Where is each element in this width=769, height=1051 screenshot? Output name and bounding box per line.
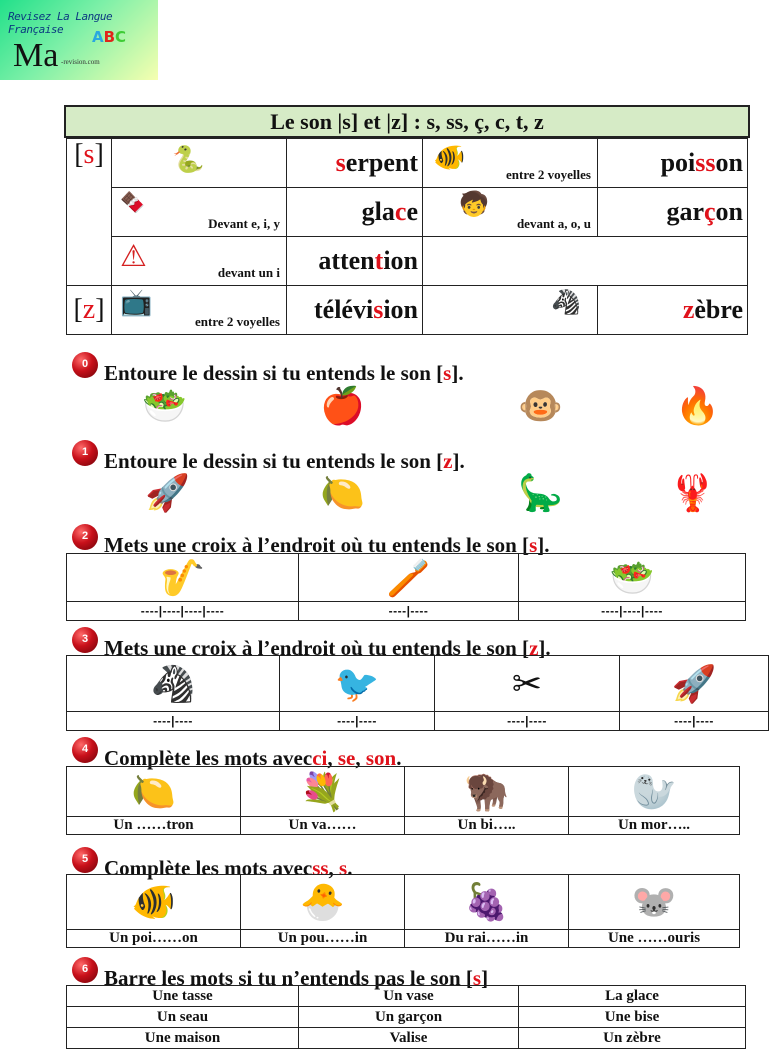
logo-tagline: Revisez La Langue Française — [8, 10, 113, 36]
scissors-picture: ✂ — [435, 656, 620, 712]
number-badge: 5 — [72, 847, 98, 873]
site-logo — [0, 0, 158, 80]
exercise-2-heading: 2 Mets une croix à l’endroit où tu entends le son [ s ]. — [72, 524, 550, 558]
fire-picture[interactable]: 🔥 — [675, 386, 720, 426]
fill-word[interactable]: Un pou……in — [241, 930, 405, 948]
number-badge: 3 — [72, 627, 98, 653]
lemon-picture: 🍋 — [67, 767, 241, 817]
example-cell: 🧒 devant a, o, u — [423, 188, 598, 237]
syllable-boxes[interactable]: ----|---- — [67, 712, 280, 731]
number-badge: 4 — [72, 737, 98, 763]
rule-row — [67, 286, 748, 335]
example-word: attention — [287, 237, 423, 286]
number-badge: 1 — [72, 440, 98, 466]
phoneme-s: [s] — [67, 139, 112, 286]
chick-picture: 🐣 — [241, 875, 405, 930]
fill-word[interactable]: Une ……ouris — [569, 930, 740, 948]
word-cell[interactable]: Un garçon — [299, 1007, 519, 1028]
fish-picture: 🐠 — [67, 875, 241, 930]
warning-icon: ⚠ — [120, 240, 147, 273]
example-cell: 🍫 Devant e, i, y — [112, 188, 287, 237]
salad-bowl-picture[interactable]: 🥗 — [142, 386, 187, 426]
exercise-1-pictures — [100, 472, 750, 517]
fill-word[interactable]: Un bi….. — [405, 817, 569, 835]
word-cell[interactable]: La glace — [519, 986, 746, 1007]
example-word: glace — [287, 188, 423, 237]
exercise-4-table — [66, 766, 740, 835]
tv-icon: 📺 — [120, 288, 153, 317]
boy-icon: 🧒 — [459, 192, 489, 218]
exercise-5-table — [66, 874, 740, 948]
monkey-picture[interactable]: 🐵 — [518, 386, 563, 426]
salad-bowl-picture: 🥗 — [519, 554, 746, 602]
word-cell[interactable]: Un zèbre — [519, 1028, 746, 1049]
rocket-picture[interactable]: 🚀 — [145, 473, 190, 513]
syllable-boxes[interactable]: ----|---- — [280, 712, 435, 731]
fill-word[interactable]: Un mor….. — [569, 817, 740, 835]
word-cell[interactable]: Une tasse — [67, 986, 299, 1007]
grapes-picture: 🍇 — [405, 875, 569, 930]
syllable-boxes[interactable]: ----|---- — [620, 712, 769, 731]
exercise-5-heading: 5 Complète les mots avec ss , s . — [72, 847, 352, 881]
logo-domain: -revision.com — [61, 58, 100, 66]
vase-picture: 💐 — [241, 767, 405, 817]
empty-cell — [423, 237, 748, 286]
ice-cream-icon: 🍫 — [120, 192, 145, 214]
example-word: serpent — [287, 139, 423, 188]
exercise-2-table — [66, 553, 746, 621]
fill-word[interactable]: Du rai……in — [405, 930, 569, 948]
syllable-boxes[interactable]: ----|---- — [435, 712, 620, 731]
exercise-1-heading: 1 Entoure le dessin si tu entends le son [ z ]. — [72, 440, 465, 474]
example-cell: 📺 entre 2 voyelles — [112, 286, 287, 335]
example-cell — [423, 286, 598, 335]
exercise-6-table — [66, 985, 746, 1049]
logo-letters: Ma — [13, 37, 59, 74]
apple-picture[interactable]: 🍎 — [320, 386, 365, 426]
exercise-0-pictures — [100, 385, 750, 430]
bison-picture: 🦬 — [405, 767, 569, 817]
lobster-picture[interactable]: 🦞 — [670, 473, 715, 513]
dinosaur-picture[interactable]: 🦕 — [518, 473, 563, 513]
lesson-title: Le son |s] et |z] : s, ss, ç, c, t, z — [64, 105, 750, 138]
example-cell: 🐠 entre 2 voyelles — [423, 139, 598, 188]
word-cell[interactable]: Un vase — [299, 986, 519, 1007]
example-cell — [112, 139, 287, 188]
zebra-picture: 🦓 — [67, 656, 280, 712]
rule-row — [67, 237, 748, 286]
word-cell[interactable]: Une bise — [519, 1007, 746, 1028]
exercise-3-table — [66, 655, 769, 731]
rules-table — [66, 138, 748, 335]
fill-word[interactable]: Un poi……on — [67, 930, 241, 948]
exercise-4-heading: 4 Complète les mots avec ci , se , son . — [72, 737, 401, 771]
fill-word[interactable]: Un va…… — [241, 817, 405, 835]
word-cell[interactable]: Une maison — [67, 1028, 299, 1049]
toothbrush-picture: 🪥 — [299, 554, 519, 602]
rule-row — [67, 188, 748, 237]
phoneme-z: [z] — [67, 286, 112, 335]
mouse-picture: 🐭 — [569, 875, 740, 930]
number-badge: 2 — [72, 524, 98, 550]
abc-icon: ABC — [92, 28, 127, 46]
example-word: zèbre — [598, 286, 748, 335]
bird-picture: 🐦 — [280, 656, 435, 712]
saxophone-picture: 🎷 — [67, 554, 299, 602]
syllable-boxes[interactable]: ----|----|----|---- — [67, 602, 299, 621]
example-cell: ⚠ devant un i — [112, 237, 287, 286]
snake-icon: 🐍 — [172, 145, 205, 174]
exercise-0-heading: 0 Entoure le dessin si tu entends le son [ s ]. — [72, 352, 464, 386]
example-word: poisson — [598, 139, 748, 188]
rule-row — [67, 139, 748, 188]
fish-icon: 🐠 — [433, 143, 466, 172]
lime-picture[interactable]: 🍋 — [320, 473, 365, 513]
exercise-3-heading: 3 Mets une croix à l’endroit où tu entends le son [ z ]. — [72, 627, 551, 661]
word-cell[interactable]: Un seau — [67, 1007, 299, 1028]
number-badge: 6 — [72, 957, 98, 983]
number-badge: 0 — [72, 352, 98, 378]
zebra-icon: 🦓 — [551, 290, 581, 316]
syllable-boxes[interactable]: ----|----|---- — [519, 602, 746, 621]
example-word: garçon — [598, 188, 748, 237]
rocket-picture: 🚀 — [620, 656, 769, 712]
syllable-boxes[interactable]: ----|---- — [299, 602, 519, 621]
fill-word[interactable]: Un ……tron — [67, 817, 241, 835]
exercise-6-heading: 6 Barre les mots si tu n’entends pas le son [ s ] — [72, 957, 488, 991]
example-word: télévision — [287, 286, 423, 335]
word-cell[interactable]: Valise — [299, 1028, 519, 1049]
walrus-picture: 🦭 — [569, 767, 740, 817]
